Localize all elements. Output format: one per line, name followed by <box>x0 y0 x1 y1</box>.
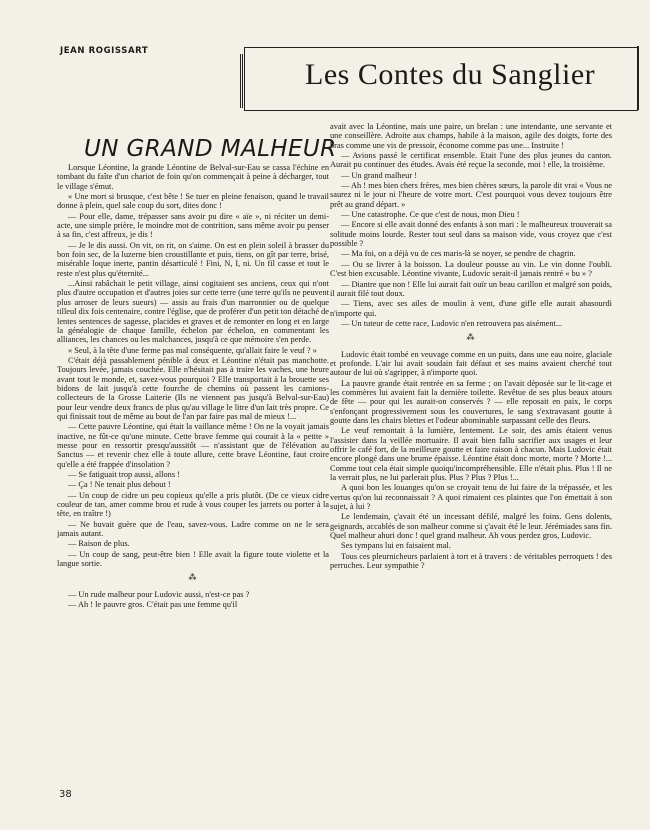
paragraph: — Encore si elle avait donné des enfants à son mari : le malheureux trouverait sa solitude moins lourde. Rester tout seul dans sa maison vide, vous croyez que c'est possible ? <box>330 220 612 249</box>
paragraph: Ses tympans lui en faisaient mal. <box>341 541 451 551</box>
paragraph: — Avions passé le certificat ensemble. Etait l'une des plus jeunes du canton. Aurait pu continuer des études. Avais été reçue la seconde, moi ! elle, la troisième. <box>330 151 612 170</box>
paragraph: — Ou se livrer à la boisson. La douleur pousse au vin. Le vin donne l'oubli. C'est bien excusable. Léontine vivante, Ludovic serait-il jamais rentré « bu » ? <box>330 259 612 279</box>
paragraph: — Se fatiguait trop aussi, allons ! <box>68 470 180 479</box>
paragraph: — Ça ! Ne tenait plus debout ! <box>68 480 171 490</box>
paragraph: — Un grand malheur ! <box>341 170 417 180</box>
paragraph: La pauvre grande était rentrée en sa ferme ; on l'avait déposée sur le lit-cage et les commères lui avaient fait la dernière toilette. Revêtue de ses plus beaux atours de fête — pour qui les aurait-on conservés ? — elle reposait en paix, le corps s'enfonçant progressivement sous les couvertures, le sang s'extravasant goutte à goutte dans les chairs blettes et l'odeur abominable surpassant celle des fleurs. <box>330 378 612 425</box>
paragraph: — Pour elle, dame, trépasser sans avoir pu dire « aïe », ni réciter un demi-acte, une simple prière, le moindre mot de contrition, sans même avoir pu penser à sa fin, c'est affreux, je dis ! <box>57 211 329 240</box>
paragraph: — Ah ! le pauvre gros. C'était pas une femme qu'il <box>68 600 238 610</box>
paragraph: Tous ces pleurnicheurs parlaient à tort et à travers : de véritables perroquets ! des perruches. Leur sympathie ? <box>330 551 612 571</box>
paragraph: ...Ainsi rabâchait le petit village, ainsi cogitaient ses anciens, ceux qui n'ont plus d'autre occupation et d'autres joies sur cette terre (une terre qu'ils ne peuvent plus arroser de leurs sueurs) — assis au frais d'un marronnier ou de quelque tilleul dix fois centenaire, contre l'église, que de proférer d'un petit ton détaché de lentes sentences de sagesse, placides et graves et de remonter en long et en large la généalogie de chaque famille, échelon par échelon, en commentant les alliances, les chances ou les malchances, jusqu'à ce que mémoire s'en perde. <box>57 279 329 345</box>
series-title: Les Contes du Sanglier <box>305 58 596 91</box>
paragraph: — Diantre que non ! Elle lui aurait fait ouïr un beau carillon et malgré son poids, il aurait filé tout doux. <box>330 279 612 298</box>
paragraph: Le veuf remontait à la lumière, lentement. Le soir, des amis étaient venus l'assister dans la veillée mortuaire. Il avait bien fallu sacrifier aux usages et leur offrir le café fort, de la meilleure goutte et faire raison à chacun. Mais Ludovic était encore plongé dans une brume épaisse. Léontine était donc morte, morte ? Morte !... Comme tout cela était simple quoiqu'incompréhensible. Elle n'était plus. Plus ! Il ne la verrait plus, ne lui parlerait plus. Plus ? Plus ? Plus !... <box>330 426 612 483</box>
paragraph: — Une catastrophe. Ce que c'est de nous, mon Dieu ! <box>341 210 520 220</box>
paragraph: — Cette pauvre Léontine, qui était la vaillance même ! On ne la voyait jamais inactive, ne fût-ce qu'une minute. Cette brave femme qui courait à la « petite » messe pour en ressortir presqu'aussitôt — n'assistant que de l'élévation au Sanctus — et revenir chez elle à toute allure, cette brave Léontine, faut croire qu'elle a été frappée d'insolation ? <box>57 422 329 469</box>
paragraph: Lorsque Léontine, la grande Léontine de Belval-sur-Eau se cassa l'échine en tombant du faîte d'un chariot de foin qu'on commençait à peine à décharger, tout le village s'émut. <box>57 163 329 191</box>
paragraph: Ludovic était tombé en veuvage comme en un puits, dans une eau noire, glaciale et profonde. L'air lui avait soudain fait défaut et ses mains avaient cherché tout autour de lui où s'agripper, à n'importe quoi. <box>330 349 612 378</box>
paragraph: — Un coup de sang, peut-être bien ! Elle avait la figure toute violette et la langue sortie. <box>57 549 329 569</box>
section-separator: ⁂ <box>466 333 476 343</box>
author-name: JEAN ROGISSART <box>60 46 149 56</box>
series-title-box <box>244 47 638 111</box>
story-title: UN GRAND MALHEUR <box>84 136 337 162</box>
paragraph: — Raison de plus. <box>68 539 130 549</box>
paragraph: — Ne buvait guère que de l'eau, savez-vous. Ladre comme on ne le sera jamais autant. <box>57 519 329 539</box>
paragraph: A quoi bon les louanges qu'on se croyait tenu de lui faire de la trépassée, et les vertus qu'on lui reconnaissait ? A quoi rimaient ces plaintes que l'on émettait à son sujet, à lui ? <box>330 483 612 512</box>
paragraph: — Tiens, avec ses ailes de moulin à vent, d'une gifle elle aurait abasourdi n'importe qui. <box>330 299 612 318</box>
right-column <box>330 122 612 812</box>
paragraph: — Un tuteur de cette race, Ludovic n'en retrouvera pas aisément... <box>341 318 563 328</box>
paragraph: — Je le dis aussi. On vit, on rit, on s'aime. On est en plein soleil à brasser du bon foin sec, de la luzerne bien croustillante et puis, tiens, on gît par terre, brisé, misérable loque inerte, pantin désarticulé ! Fini, N, I, ni. Un fil casse et tout le reste n'est plus qu'éternité... <box>57 240 329 278</box>
left-column <box>57 163 329 771</box>
paragraph: C'était déjà passablement pénible à deux et Léontine n'était pas manchotte. Toujours levée, jamais couchée. Elle n'hésitait pas à traire les vaches, une heure avant tout le monde, et, savez-vous pourquoi ? Elle transportait à la brouette ses bidons de lait jusqu'à cette fourche de chemins où passent les camions-collecteurs de la Grosse Laiterie (Ils ne viennent pas jusqu'à Belval-sur-Eau) pour leur vendre deux francs de plus qu'au village le litre d'un lait très propre. Ce qui finissait tout de même au bout de l'an par faire pas mal de mieux !... <box>57 355 329 421</box>
section-separator: ⁂ <box>188 573 198 583</box>
paragraph: — Un rude malheur pour Ludovic aussi, n'est-ce pas ? <box>68 589 250 599</box>
paragraph: — Ah ! mes bien chers frères, mes bien chères sœurs, la parole dit vrai « Vous ne saurez ni le jour ni l'heure de votre mort. C'est pourquoi vous devez toujours être prêt au grand départ. » <box>330 181 612 209</box>
paragraph: — Un coup de cidre un peu copieux qu'elle a pris plutôt. (De ce vieux cidre couleur de tan, amer comme brou et rude à vous couper les jarrets ou porter à la tête, en traître !) <box>57 490 329 519</box>
paragraph: « Une mort si brusque, c'est bête ! Se tuer en pleine fenaison, quand le travail donne à plein, quel sale coup du sort, dites donc ! <box>57 192 329 211</box>
paragraph: Le lendemain, ç'avait été un incessant défilé, malgré les foins. Gens dolents, geignards, accablés de son malheur comme si ç'avait été le leur. Jérémiades sans fin. Quel malheur ahuri donc ! quel grand malheur. Ah vous perdez gros, Ludovic. <box>330 512 612 541</box>
paragraph: avait avec la Léontine, mais une paire, un brelan : une intendante, une servante et une conseillère. Adroite aux champs, habile à la maison, agile des doigts, forte des bras comme une vis de pressoir, économe comme pas une... Instruite ! <box>330 122 612 150</box>
paragraph: « Seul, à la tête d'une ferme pas mal conséquente, qu'allait faire le veuf ? » <box>68 345 317 355</box>
paragraph: — Ma foi, on a déjà vu de ces maris-là se noyer, se pendre de chagrin. <box>341 249 576 259</box>
page-number: 38 <box>59 789 72 800</box>
